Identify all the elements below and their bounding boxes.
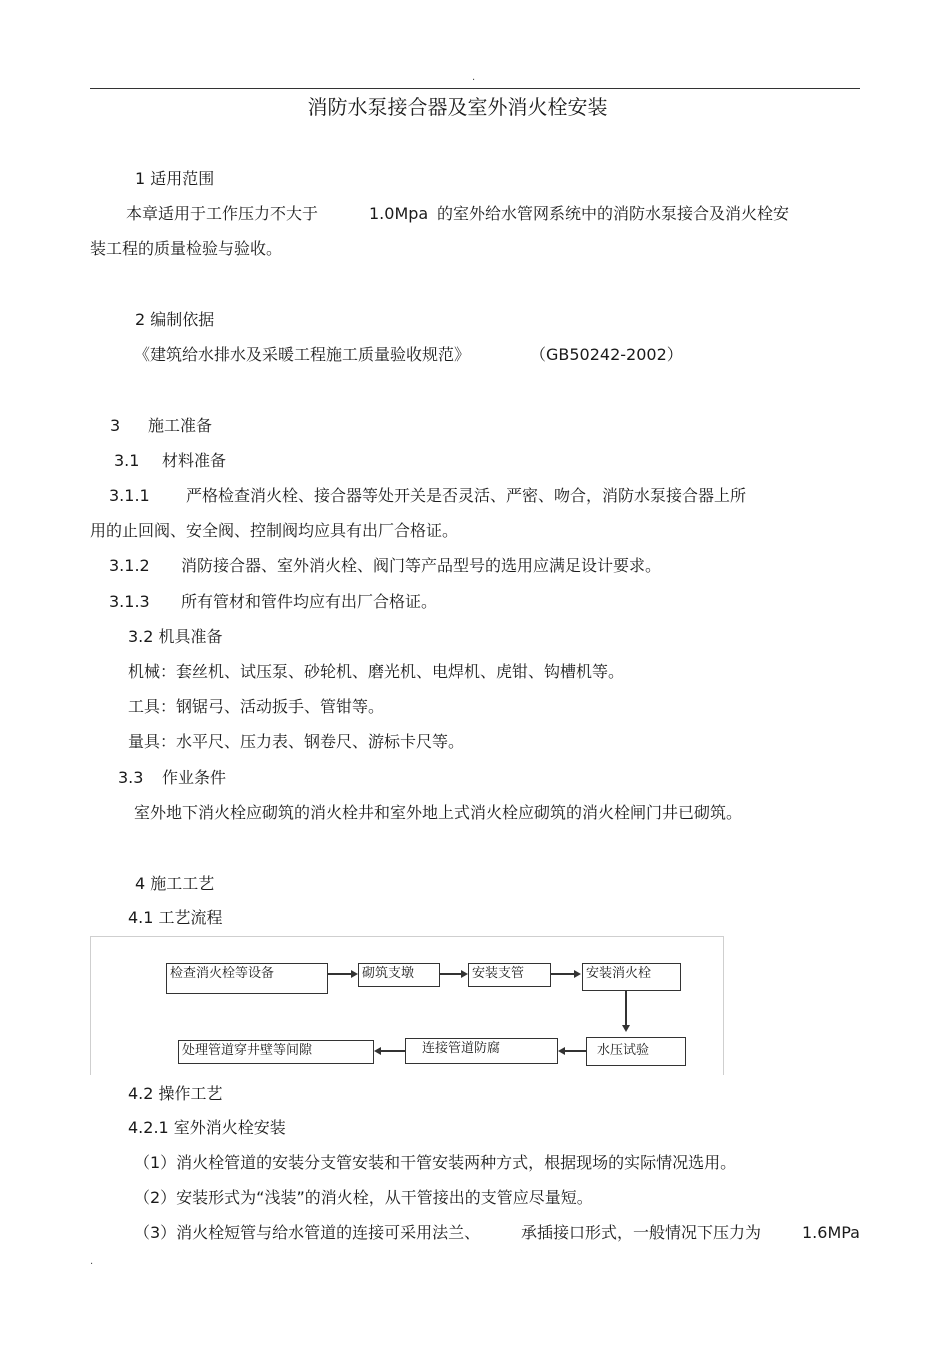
work-conditions-text: 室外地下消火栓应砌筑的消火栓井和室外地上式消火栓应砌筑的消火栓闸门井已砌筑。 [134, 803, 743, 822]
flow-connector [328, 973, 352, 975]
flow-connector [440, 973, 462, 975]
arrow-right-icon [351, 970, 358, 978]
operation-item-3-part-b: 承插接口形式，一般情况下压力为 [521, 1223, 762, 1242]
operation-item-3-part-a: （3）消火栓短管与给水管道的连接可采用法兰、 [134, 1223, 481, 1242]
flow-connector [565, 1050, 586, 1052]
flow-step-pressure-test: 水压试验 [586, 1037, 686, 1066]
section-3-heading: 施工准备 [148, 416, 213, 435]
section-4-heading: 4 施工工艺 [135, 874, 215, 893]
arrow-down-icon [622, 1025, 630, 1032]
section-1-para-part-a: 本章适用于工作压力不大于 [126, 204, 319, 223]
section-4-2-1-heading: 4.2.1 室外消火栓安装 [128, 1118, 286, 1137]
flow-step-build-support: 砌筑支墩 [358, 963, 440, 987]
section-1-pressure-value: 1.0Mpa [369, 204, 429, 223]
item-3-1-3-text: 所有管材和管件均应有出厂合格证。 [181, 592, 438, 611]
arrow-right-icon [461, 970, 468, 978]
section-1-heading: 1 适用范围 [135, 169, 215, 188]
item-3-1-2-number: 3.1.2 [109, 556, 150, 575]
flow-connector [381, 1050, 405, 1052]
footer-mark: . [90, 1256, 94, 1267]
tools-hand: 工具：钢锯弓、活动扳手、管钳等。 [128, 697, 385, 716]
flow-step-anticorrosion: 连接管道防腐 [405, 1038, 558, 1064]
reference-title: 《建筑给水排水及采暖工程施工质量验收规范》 [134, 345, 471, 364]
process-flow-chart [90, 936, 724, 1075]
section-1-para-part-c: 装工程的质量检验与验收。 [90, 239, 283, 258]
tools-machinery: 机械：套丝机、试压泵、砂轮机、磨光机、电焊机、虎钳、钩槽机等。 [128, 662, 625, 681]
section-4-1-heading: 4.1 工艺流程 [128, 908, 223, 927]
section-2-heading: 2 编制依据 [135, 310, 215, 329]
arrow-right-icon [574, 970, 581, 978]
page-title: 消防水泵接合器及室外消火栓安装 [307, 95, 608, 119]
section-4-2-heading: 4.2 操作工艺 [128, 1084, 223, 1103]
header-mark: . [472, 72, 476, 83]
flow-step-install-hydrant: 安装消火栓 [582, 963, 681, 991]
flow-connector [551, 973, 575, 975]
flow-step-seal-gaps: 处理管道穿井壁等间隙 [178, 1040, 374, 1064]
section-3-3-number: 3.3 [118, 768, 144, 787]
tools-measuring: 量具：水平尺、压力表、钢卷尺、游标卡尺等。 [128, 732, 465, 751]
section-3-3-heading: 作业条件 [162, 768, 227, 787]
arrow-left-icon [558, 1047, 565, 1055]
section-3-1-number: 3.1 [114, 451, 140, 470]
operation-item-1: （1）消火栓管道的安装分支管安装和干管安装两种方式，根据现场的实际情况选用。 [134, 1153, 737, 1172]
flow-step-install-branch: 安装支管 [468, 963, 551, 987]
reference-code: （GB50242-2002） [530, 345, 683, 364]
operation-item-2: （2）安装形式为“浅装”的消火栓，从干管接出的支管应尽量短。 [134, 1188, 593, 1207]
item-3-1-2-text: 消防接合器、室外消火栓、阀门等产品型号的选用应满足设计要求。 [181, 556, 662, 575]
item-3-1-1-text: 严格检查消火栓、接合器等处开关是否灵活、严密、吻合，消防水泵接合器上所 [186, 486, 747, 505]
item-3-1-1-number: 3.1.1 [109, 486, 150, 505]
item-3-1-1-text-cont: 用的止回阀、安全阀、控制阀均应具有出厂合格证。 [90, 521, 459, 540]
item-3-1-3-number: 3.1.3 [109, 592, 150, 611]
section-3-2-heading: 3.2 机具准备 [128, 627, 223, 646]
section-3-number: 3 [110, 416, 121, 435]
header-rule [90, 88, 860, 89]
arrow-left-icon [374, 1047, 381, 1055]
operation-item-3-pressure: 1.6MPa [802, 1223, 860, 1242]
section-3-1-heading: 材料准备 [162, 451, 227, 470]
flow-connector [625, 991, 627, 1025]
section-1-para-part-b: 的室外给水管网系统中的消防水泵接合及消火栓安 [437, 204, 790, 223]
flow-step-check-equipment: 检查消火栓等设备 [166, 963, 328, 994]
